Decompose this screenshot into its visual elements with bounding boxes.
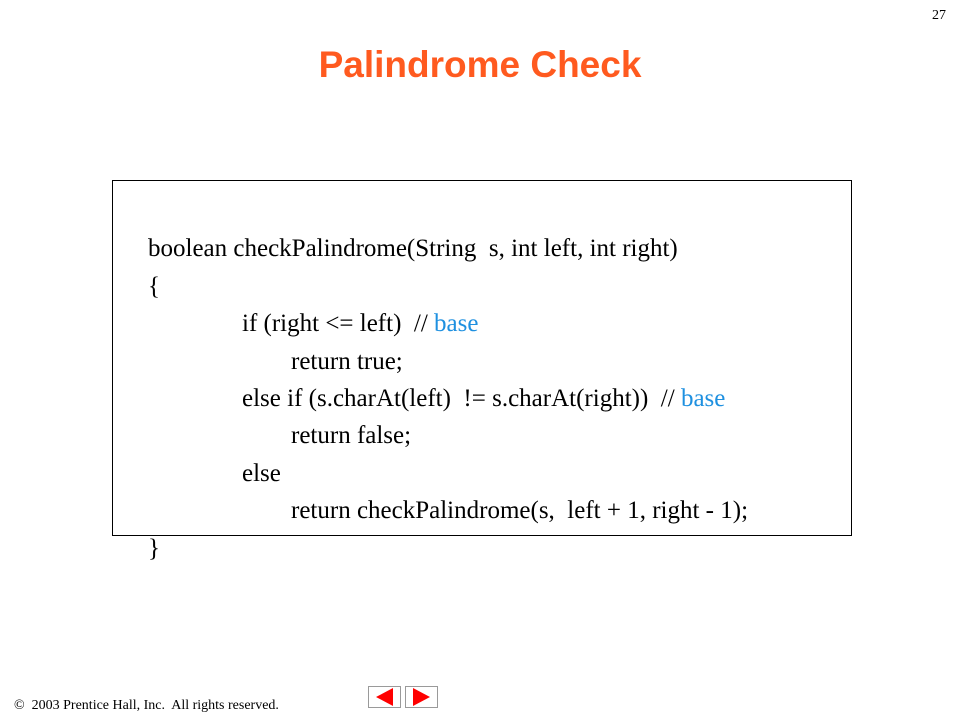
previous-slide-button[interactable] [368,686,401,708]
copyright-text: 2003 Prentice Hall, Inc. All rights reserved. [24,698,279,713]
code-text: return false; [291,422,412,450]
code-line-if [123,268,851,338]
code-text: return true; [291,347,403,375]
code-text: { [148,272,160,300]
code-line-signature [123,193,851,263]
code-text: if (right <= left) // [242,310,435,338]
triangle-right-icon [405,686,438,708]
next-slide-button[interactable] [405,686,438,708]
copyright-symbol: © [14,698,25,713]
code-text: else if (s.charAt(left) != s.charAt(right)) // [242,384,681,412]
code-text: else [242,459,281,487]
code-line-else-if [123,343,851,412]
slide-number: 27 [932,8,946,23]
code-box [112,180,852,562]
slide-title: Palindrome Check [318,44,642,85]
code-comment-base: base [680,384,726,412]
footer-copyright [14,698,279,714]
code-line-else [123,417,851,487]
triangle-left-icon [368,686,401,708]
slide-navigation [368,686,438,708]
code-comment-base: base [434,310,479,338]
code-text: } [148,534,160,562]
code-text: return checkPalindrome(s, left + 1, right - 1); [291,497,749,525]
code-text: boolean checkPalindrome(String s, int left, int right) [148,235,678,263]
